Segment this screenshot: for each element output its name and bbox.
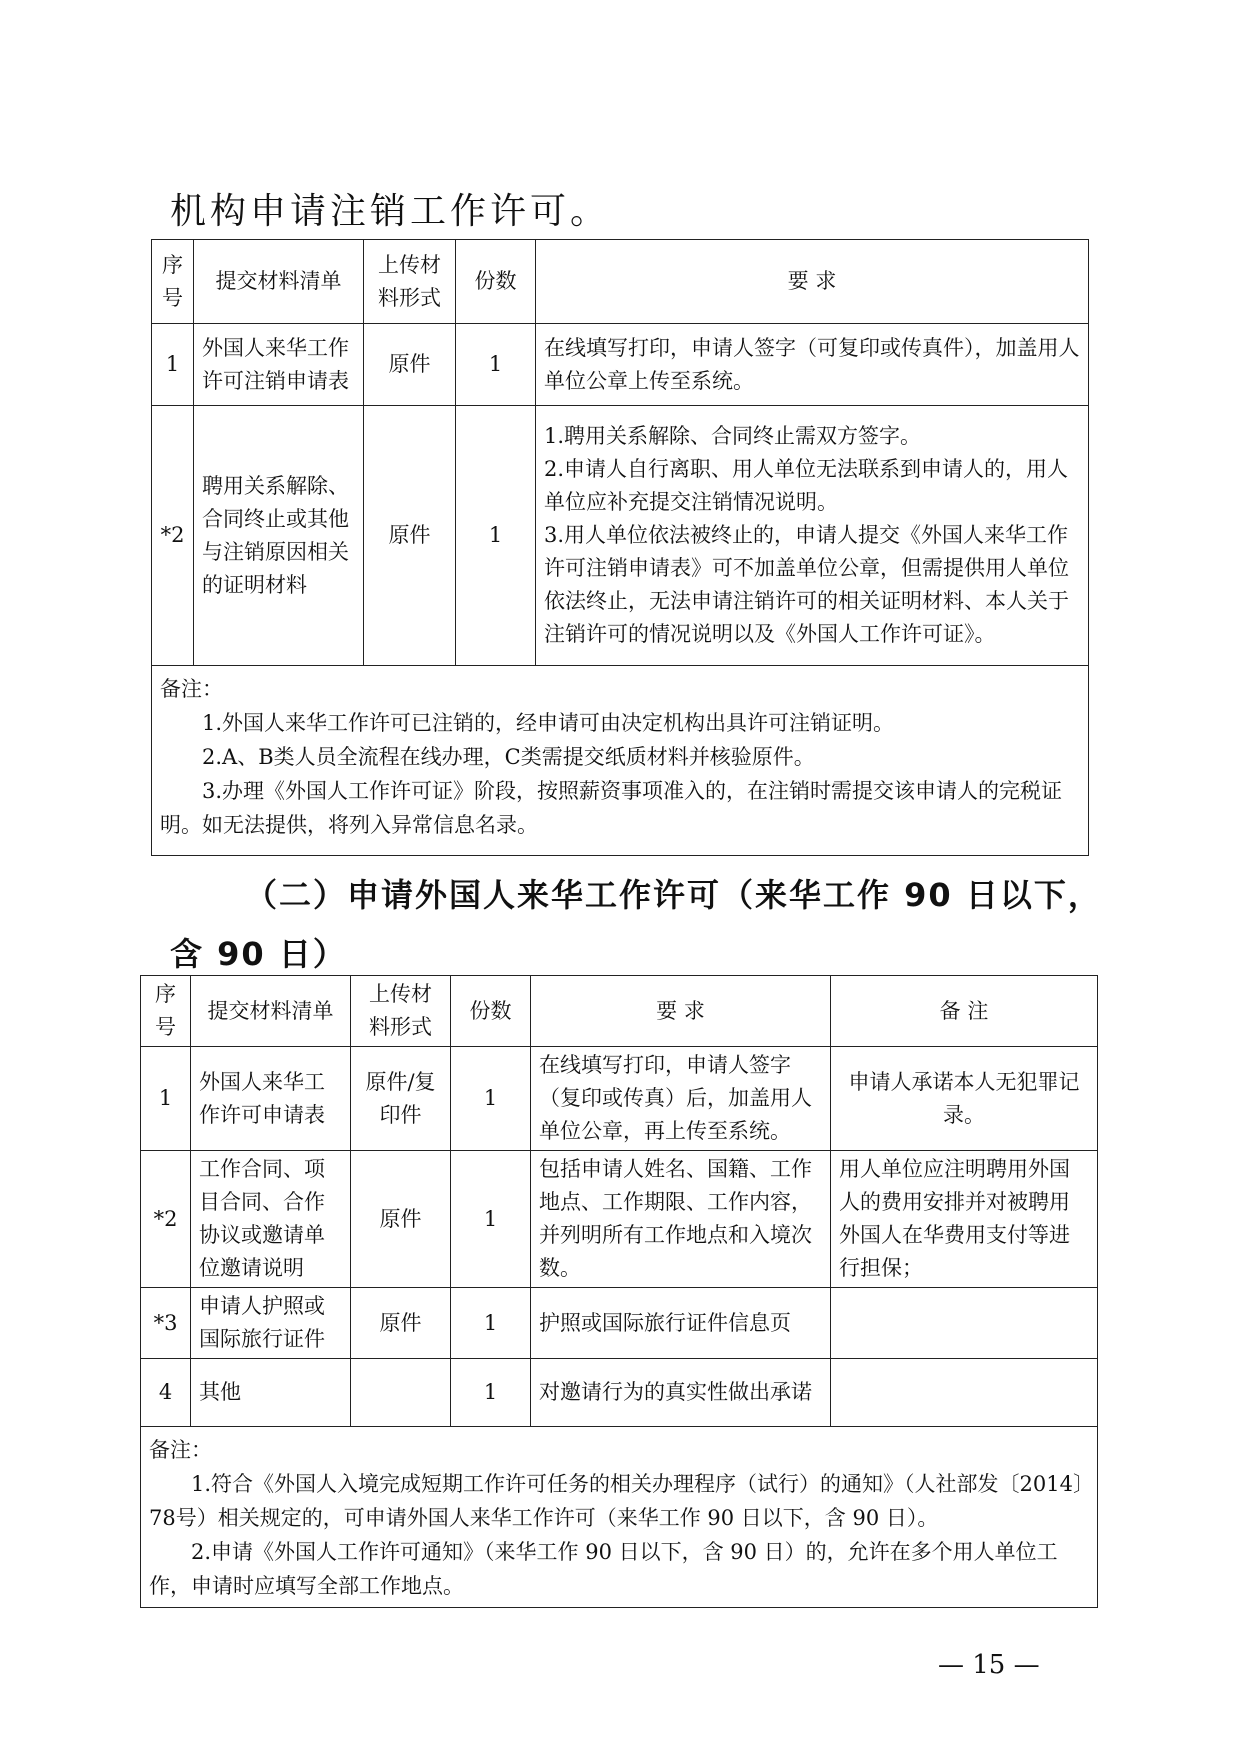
row-count: 1 [456, 406, 536, 666]
row-form: 原件 [364, 406, 456, 666]
notes-row [152, 666, 1089, 856]
header-form: 上传材料形式 [351, 976, 451, 1047]
row-requirement: 对邀请行为的真实性做出承诺 [531, 1359, 831, 1427]
table-row [152, 406, 1089, 666]
row-requirement: 在线填写打印，申请人签字（复印或传真）后，加盖用人单位公章，再上传至系统。 [531, 1047, 831, 1151]
notes-label: 备注： [149, 1438, 212, 1462]
notes-cell [152, 666, 1089, 856]
row-form: 原件 [351, 1288, 451, 1359]
requirement-line: 1.聘用关系解除、合同终止需双方签字。 [544, 424, 922, 448]
row-material: 聘用关系解除、合同终止或其他与注销原因相关的证明材料 [194, 406, 364, 666]
row-count: 1 [456, 324, 536, 406]
header-remark: 备 注 [831, 976, 1098, 1047]
table-header-row [152, 240, 1089, 324]
header-requirement: 要 求 [536, 240, 1089, 324]
header-no: 序号 [152, 240, 194, 324]
row-form: 原件 [351, 1151, 451, 1288]
row-form: 原件/复印件 [351, 1047, 451, 1151]
row-material: 申请人护照或国际旅行证件 [191, 1288, 351, 1359]
row-material: 工作合同、项目合同、合作协议或邀请单位邀请说明 [191, 1151, 351, 1288]
row-requirement: 包括申请人姓名、国籍、工作地点、工作期限、工作内容，并列明所有工作地点和入境次数。 [531, 1151, 831, 1288]
header-count: 份数 [451, 976, 531, 1047]
row-no: *2 [152, 406, 194, 666]
notes-cell [141, 1427, 1098, 1608]
row-count: 1 [451, 1047, 531, 1151]
table-row [141, 1151, 1098, 1288]
header-no: 序号 [141, 976, 191, 1047]
table-header-row [141, 976, 1098, 1047]
section-heading-continued: 含 90 日） [170, 935, 347, 973]
row-material: 其他 [191, 1359, 351, 1427]
notes-row [141, 1427, 1098, 1608]
row-requirement [536, 324, 1089, 406]
header-form: 上传材料形式 [364, 240, 456, 324]
row-no: 4 [141, 1359, 191, 1427]
row-count: 1 [451, 1288, 531, 1359]
header-material: 提交材料清单 [194, 240, 364, 324]
header-count: 份数 [456, 240, 536, 324]
header-material: 提交材料清单 [191, 976, 351, 1047]
cancellation-materials-table [151, 239, 1089, 856]
section-heading: （二）申请外国人来华工作许可（来华工作 90 日以下， [245, 876, 1102, 914]
row-remark: 用人单位应注明聘用外国人的费用安排并对被聘用外国人在华费用支付等进行担保； [831, 1151, 1098, 1288]
page-number: — 15 — [938, 1650, 1040, 1680]
row-count: 1 [451, 1359, 531, 1427]
row-requirement: 护照或国际旅行证件信息页 [531, 1288, 831, 1359]
row-count: 1 [451, 1151, 531, 1288]
row-remark: 申请人承诺本人无犯罪记录。 [831, 1047, 1098, 1151]
table-row [141, 1288, 1098, 1359]
requirement-line: 3.用人单位依法被终止的，申请人提交《外国人来华工作许可注销申请表》可不加盖单位公章，但需提供用人单位依法终止，无法申请注销许可的相关证明材料、本人关于注销许可的情况说明以及《外国人工作许可证》。 [544, 523, 1069, 646]
row-no: 1 [141, 1047, 191, 1151]
row-remark [831, 1359, 1098, 1427]
row-no: *3 [141, 1288, 191, 1359]
note-item: 2.A、B类人员全流程在线办理，C类需提交纸质材料并核验原件。 [202, 745, 815, 769]
row-material: 外国人来华工作许可注销申请表 [194, 324, 364, 406]
requirement-line: 在线填写打印，申请人签字（可复印或传真件），加盖用人单位公章上传至系统。 [544, 335, 1080, 393]
table-row [141, 1359, 1098, 1427]
note-item: 2.申请《外国人工作许可通知》（来华工作 90 日以下，含 90 日）的，允许在多个用人单位工作，申请时应填写全部工作地点。 [149, 1540, 1058, 1598]
table-row [141, 1047, 1098, 1151]
short-term-permit-materials-table [140, 975, 1098, 1608]
row-no: *2 [141, 1151, 191, 1288]
note-item: 3.办理《外国人工作许可证》阶段，按照薪资事项准入的，在注销时需提交该申请人的完税证明。如无法提供，将列入异常信息名录。 [160, 779, 1063, 837]
header-requirement: 要 求 [531, 976, 831, 1047]
requirement-line: 2.申请人自行离职、用人单位无法联系到申请人的，用人单位应补充提交注销情况说明。 [544, 457, 1069, 514]
row-form [351, 1359, 451, 1427]
row-material: 外国人来华工作许可申请表 [191, 1047, 351, 1151]
row-form: 原件 [364, 324, 456, 406]
notes-label: 备注： [160, 677, 223, 701]
table-row [152, 324, 1089, 406]
intro-text: 机构申请注销工作许可。 [170, 191, 611, 232]
row-no: 1 [152, 324, 194, 406]
row-remark [831, 1288, 1098, 1359]
row-requirement [536, 406, 1089, 666]
note-item: 1.外国人来华工作许可已注销的，经申请可由决定机构出具许可注销证明。 [202, 711, 895, 735]
note-item: 1.符合《外国人入境完成短期工作许可任务的相关办理程序（试行）的通知》（人社部发〔2014〕78号）相关规定的，可申请外国人来华工作许可（来华工作 90 日以下，含 90 日）。 [149, 1472, 1084, 1530]
